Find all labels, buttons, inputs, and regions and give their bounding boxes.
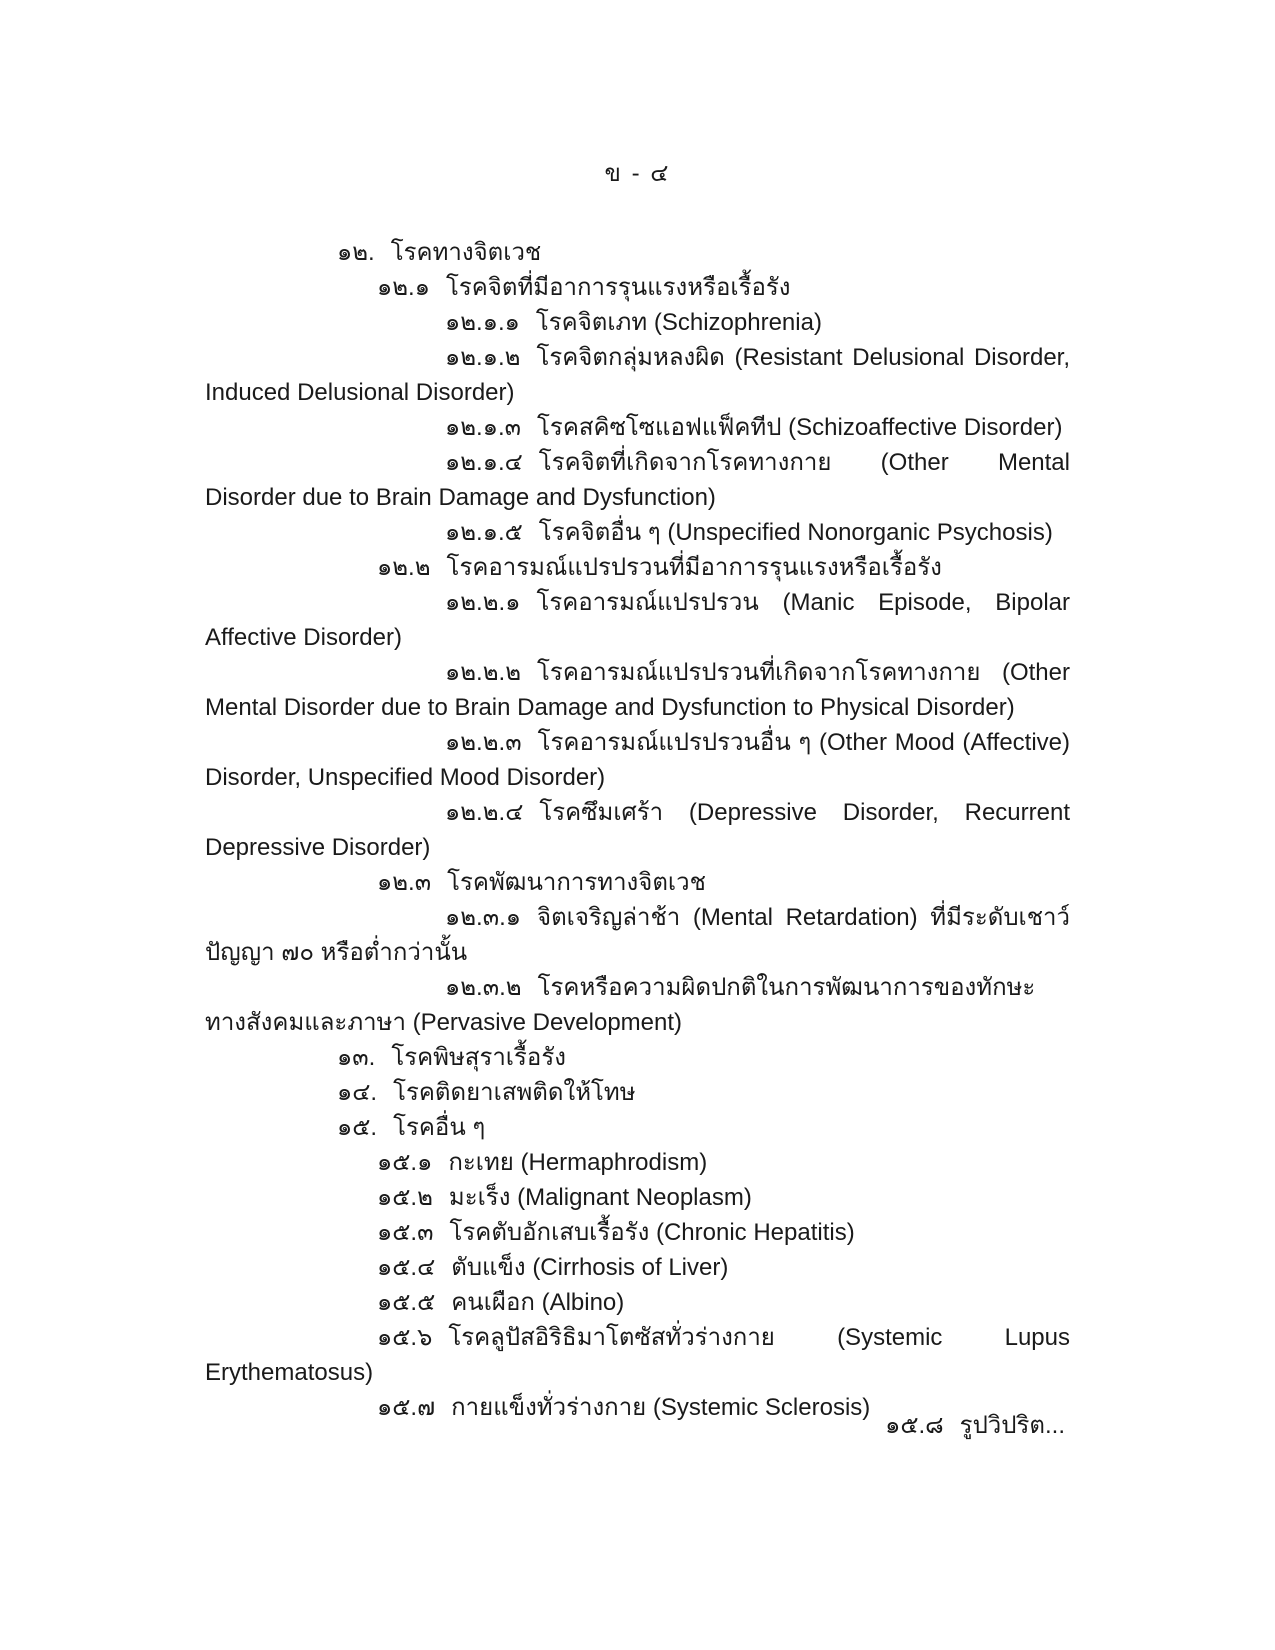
list-item (205, 550, 1070, 585)
item-text: โรคอารมณ์แปรปรวนอื่น ๆ (Other Mood (Affective) Disorder, Unspecified Mood Disorder) (205, 729, 1070, 791)
item-text: โรคอารมณ์แปรปรวนที่มีอาการรุนแรงหรือเรื้อรัง (446, 554, 942, 581)
item-text: โรคอารมณ์แปรปรวนที่เกิดจากโรคทางกาย (Other Mental Disorder due to Brain Damage and Dysfunction to Physical Disorder) (205, 659, 1070, 721)
item-text: โรคจิตกลุ่มหลงผิด (Resistant Delusional Disorder, Induced Delusional Disorder) (205, 344, 1070, 406)
item-text: โรคติดยาเสพติดให้โทษ (393, 1079, 636, 1106)
list-item (205, 900, 1070, 970)
list-item (205, 515, 1070, 550)
list-item (205, 1110, 1070, 1145)
item-number: ๑๒.๑.๓ (445, 414, 522, 441)
page-number: ข - ๔ (604, 160, 671, 187)
item-text: โรคลูปัสอิริธิมาโตซัสทั่วร่างกาย (Systemic Lupus Erythematosus) (205, 1324, 1070, 1386)
item-text: โรคจิตที่เกิดจากโรคทางกาย (Other Mental Disorder due to Brain Damage and Dysfunction) (205, 449, 1070, 511)
item-number: ๑๒.๒.๓ (445, 729, 522, 756)
item-number: ๑๕.๖ (377, 1324, 433, 1351)
list-item (205, 445, 1070, 515)
item-number: ๑๒.๓.๑ (445, 904, 522, 931)
list-item (205, 795, 1070, 865)
list-item (205, 865, 1070, 900)
item-number: ๑๕.๘ (885, 1412, 944, 1439)
item-number: ๑๒.๑ (377, 274, 430, 301)
item-text: โรคหรือความผิดปกติในการพัฒนาการของทักษะทางสังคมและภาษา (Pervasive Development) (205, 974, 1036, 1036)
list-item (205, 235, 1070, 270)
list-item (205, 270, 1070, 305)
list-item (205, 655, 1070, 725)
item-number: ๑๒.๒.๑ (445, 589, 521, 616)
item-text: กายแข็งทั่วร่างกาย (Systemic Sclerosis) (451, 1394, 871, 1421)
item-text: โรคจิตที่มีอาการรุนแรงหรือเรื้อรัง (445, 274, 791, 301)
item-text: โรคจิตเภท (Schizophrenia) (535, 309, 822, 336)
item-number: ๑๒.๑.๒ (445, 344, 521, 371)
item-number: ๑๒.๒.๔ (445, 799, 524, 826)
item-text: โรคอื่น ๆ (393, 1114, 486, 1141)
item-number: ๑๔. (337, 1079, 378, 1106)
item-text: โรคทางจิตเวช (390, 239, 542, 266)
item-text: รูปวิปริต... (959, 1412, 1065, 1439)
list-item (205, 1075, 1070, 1110)
item-text: โรคอารมณ์แปรปรวน (Manic Episode, Bipolar Affective Disorder) (205, 589, 1070, 651)
item-number: ๑๓. (337, 1044, 376, 1071)
item-number: ๑๒.๒ (377, 554, 431, 581)
item-text: มะเร็ง (Malignant Neoplasm) (448, 1184, 752, 1211)
list-item (205, 305, 1070, 340)
item-text: จิตเจริญล่าช้า (Mental Retardation) ที่มีระดับเชาว์ปัญญา ๗๐ หรือต่ำกว่านั้น (205, 904, 1070, 966)
list-item (205, 1215, 1070, 1250)
item-text: โรคจิตอื่น ๆ (Unspecified Nonorganic Psychosis) (538, 519, 1053, 546)
item-number: ๑๕.๑ (377, 1149, 433, 1176)
item-text: โรคตับอักเสบเรื้อรัง (Chronic Hepatitis) (449, 1219, 855, 1246)
list-item (205, 410, 1070, 445)
item-number: ๑๒.๒.๒ (445, 659, 522, 686)
item-text: กะเทย (Hermaphrodism) (448, 1149, 708, 1176)
item-number: ๑๕.๕ (377, 1289, 436, 1316)
list-item (205, 1145, 1070, 1180)
list-item (205, 1320, 1070, 1390)
list-item (205, 1180, 1070, 1215)
item-number: ๑๒.๓ (377, 869, 432, 896)
list-item (205, 970, 1070, 1040)
list-item (205, 725, 1070, 795)
item-text: โรคซึมเศร้า (Depressive Disorder, Recurrent Depressive Disorder) (205, 799, 1070, 861)
item-text: คนเผือก (Albino) (451, 1289, 625, 1316)
item-number: ๑๕. (337, 1114, 378, 1141)
item-number: ๑๒.๑.๕ (445, 519, 523, 546)
item-number: ๑๒. (337, 239, 375, 266)
item-text: โรคพัฒนาการทางจิตเวช (447, 869, 706, 896)
item-number: ๑๕.๔ (377, 1254, 436, 1281)
item-number: ๑๕.๓ (377, 1219, 434, 1246)
item-number: ๑๒.๑.๑ (445, 309, 520, 336)
list-item (205, 1285, 1070, 1320)
item-text: โรคพิษสุราเรื้อรัง (391, 1044, 566, 1071)
continuation-marker (885, 1408, 1065, 1443)
list-item (205, 585, 1070, 655)
list-item (205, 1040, 1070, 1075)
item-number: ๑๕.๒ (377, 1184, 433, 1211)
item-number: ๑๒.๑.๔ (445, 449, 523, 476)
list-item (205, 340, 1070, 410)
item-number: ๑๒.๓.๒ (445, 974, 522, 1001)
item-text: โรคสคิซโซแอฟแฟ็คทีป (Schizoaffective Disorder) (537, 414, 1063, 441)
list-item (205, 1250, 1070, 1285)
item-number: ๑๕.๗ (377, 1394, 436, 1421)
item-text: ตับแข็ง (Cirrhosis of Liver) (451, 1254, 729, 1281)
